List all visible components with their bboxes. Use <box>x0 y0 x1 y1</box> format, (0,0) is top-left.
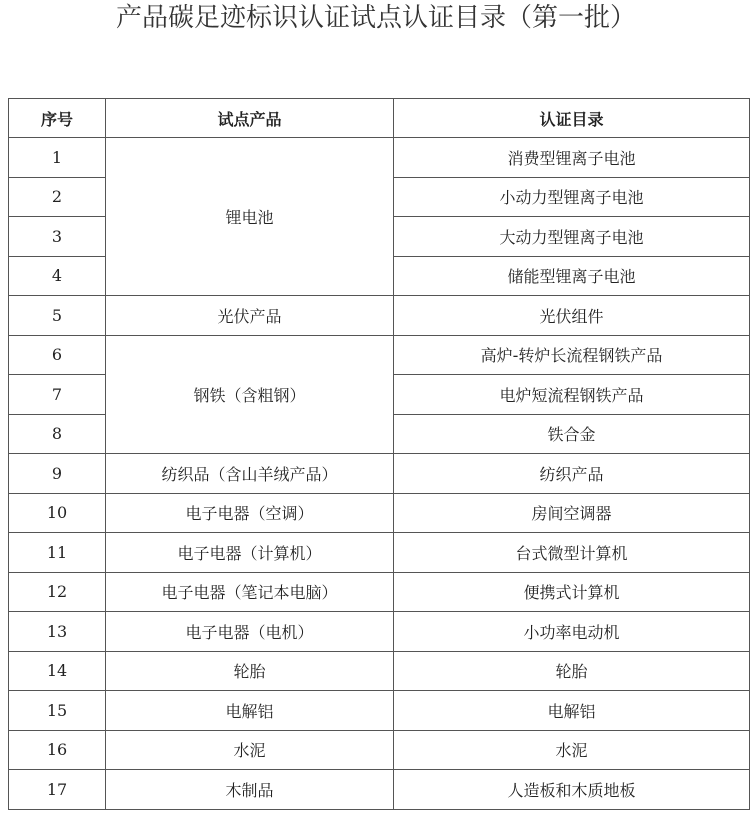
pilot-product-cell: 光伏产品 <box>106 296 394 336</box>
table-header-row <box>9 99 750 138</box>
row-number: 13 <box>9 612 106 652</box>
table-row <box>9 730 750 770</box>
catalog-cell: 高炉-转炉长流程钢铁产品 <box>394 335 750 375</box>
table-row <box>9 533 750 573</box>
header-serial-number: 序号 <box>9 99 106 138</box>
pilot-product-cell: 电子电器（计算机） <box>106 533 394 573</box>
table-row <box>9 651 750 691</box>
row-number: 4 <box>9 256 106 296</box>
header-certification-catalog: 认证目录 <box>394 99 750 138</box>
table-row <box>9 493 750 533</box>
table-row <box>9 770 750 810</box>
catalog-cell: 电解铝 <box>394 691 750 731</box>
certification-catalog-table <box>8 98 750 810</box>
catalog-cell: 纺织产品 <box>394 454 750 494</box>
row-number: 17 <box>9 770 106 810</box>
row-number: 10 <box>9 493 106 533</box>
row-number: 15 <box>9 691 106 731</box>
row-number: 14 <box>9 651 106 691</box>
row-number: 12 <box>9 572 106 612</box>
catalog-cell: 台式微型计算机 <box>394 533 750 573</box>
pilot-product-cell: 纺织品（含山羊绒产品） <box>106 454 394 494</box>
catalog-cell: 小功率电动机 <box>394 612 750 652</box>
row-number: 11 <box>9 533 106 573</box>
row-number: 8 <box>9 414 106 454</box>
row-number: 6 <box>9 335 106 375</box>
pilot-product-cell: 锂电池 <box>106 138 394 296</box>
row-number: 5 <box>9 296 106 336</box>
table-row <box>9 612 750 652</box>
table-row <box>9 572 750 612</box>
pilot-product-cell: 电子电器（空调） <box>106 493 394 533</box>
catalog-cell: 便携式计算机 <box>394 572 750 612</box>
row-number: 7 <box>9 375 106 415</box>
table-row <box>9 454 750 494</box>
row-number: 1 <box>9 138 106 178</box>
catalog-cell: 房间空调器 <box>394 493 750 533</box>
table-row <box>9 138 750 178</box>
pilot-product-cell: 电子电器（笔记本电脑） <box>106 572 394 612</box>
catalog-cell: 轮胎 <box>394 651 750 691</box>
table-row <box>9 691 750 731</box>
row-number: 3 <box>9 217 106 257</box>
catalog-cell: 人造板和木质地板 <box>394 770 750 810</box>
catalog-cell: 水泥 <box>394 730 750 770</box>
catalog-cell: 消费型锂离子电池 <box>394 138 750 178</box>
page-title: 产品碳足迹标识认证试点认证目录（第一批） <box>115 3 636 33</box>
pilot-product-cell: 钢铁（含粗钢） <box>106 335 394 454</box>
table-row <box>9 335 750 375</box>
catalog-cell: 电炉短流程钢铁产品 <box>394 375 750 415</box>
catalog-cell: 光伏组件 <box>394 296 750 336</box>
catalog-cell: 铁合金 <box>394 414 750 454</box>
catalog-cell: 储能型锂离子电池 <box>394 256 750 296</box>
pilot-product-cell: 电解铝 <box>106 691 394 731</box>
catalog-cell: 小动力型锂离子电池 <box>394 177 750 217</box>
table-row <box>9 296 750 336</box>
row-number: 2 <box>9 177 106 217</box>
pilot-product-cell: 轮胎 <box>106 651 394 691</box>
catalog-cell: 大动力型锂离子电池 <box>394 217 750 257</box>
pilot-product-cell: 电子电器（电机） <box>106 612 394 652</box>
row-number: 16 <box>9 730 106 770</box>
row-number: 9 <box>9 454 106 494</box>
header-pilot-product: 试点产品 <box>106 99 394 138</box>
pilot-product-cell: 水泥 <box>106 730 394 770</box>
pilot-product-cell: 木制品 <box>106 770 394 810</box>
